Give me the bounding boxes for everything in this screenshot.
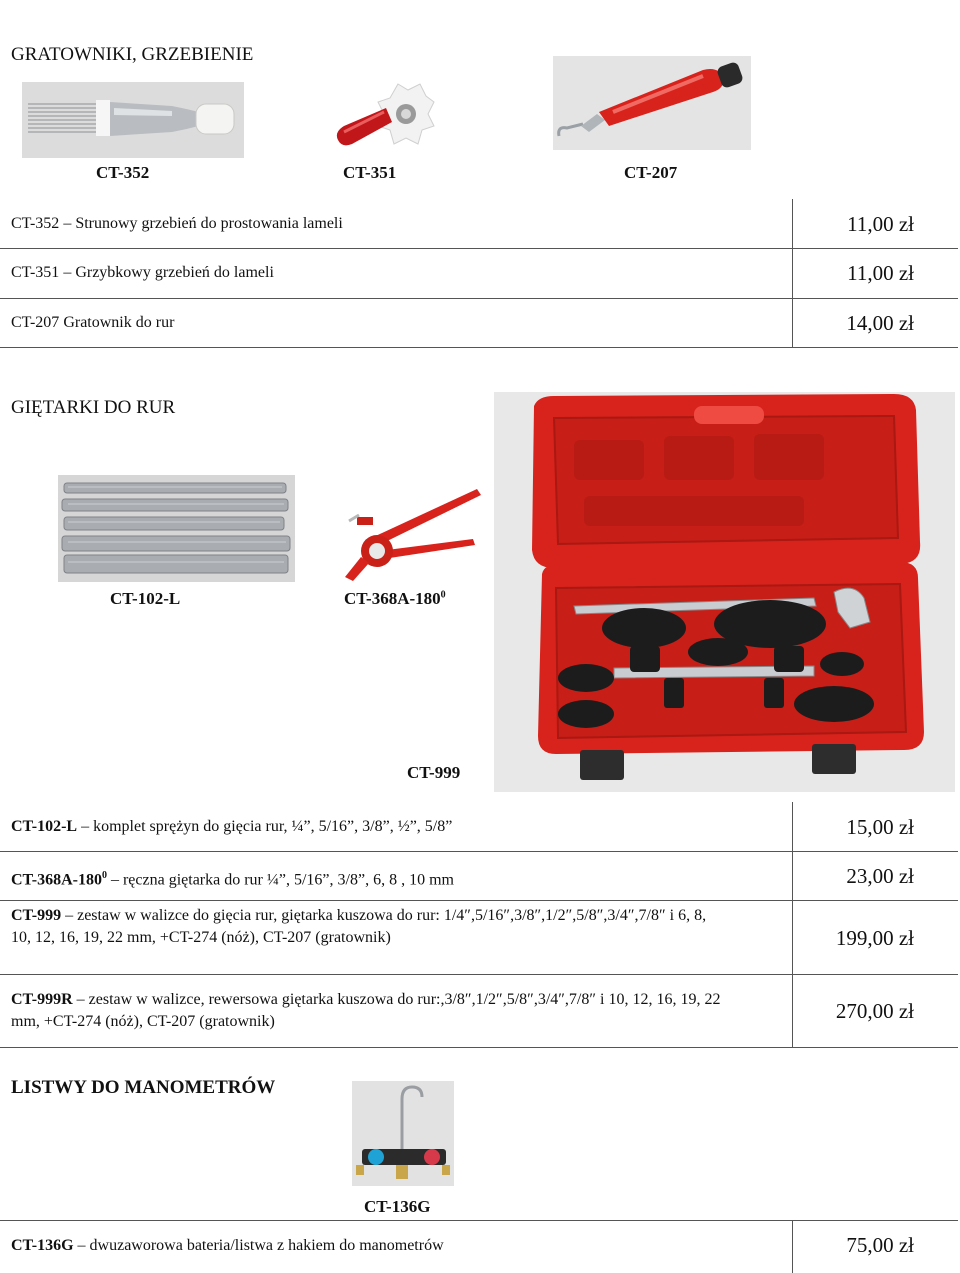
table-row: [11, 213, 343, 235]
product-description: – Grzybkowy grzebień do lameli: [59, 264, 274, 281]
product-price: 15,00 zł: [846, 815, 914, 839]
table-row: [11, 989, 741, 1033]
section-title-benders: GIĘTARKI DO RUR: [11, 397, 176, 418]
table-row: [11, 816, 452, 838]
product-code: CT-102-L: [11, 818, 78, 835]
caption-ct-136g: CT-136G: [364, 1197, 431, 1216]
product-price: 270,00 zł: [835, 999, 914, 1023]
product-code: CT-999: [11, 907, 62, 924]
price-column-divider: [792, 802, 793, 1048]
price-column-divider: [792, 1220, 793, 1273]
product-price: 11,00 zł: [847, 261, 914, 285]
caption-ct-352: CT-352: [96, 163, 150, 182]
table-row: [11, 905, 711, 949]
product-code: CT-999R: [11, 991, 73, 1008]
product-description: Gratownik do rur: [59, 314, 175, 331]
table-row: [11, 262, 274, 284]
caption-ct-351: CT-351: [343, 163, 397, 182]
row-divider: [0, 248, 958, 249]
product-price: 23,00 zł: [846, 864, 914, 888]
product-code: CT-351: [11, 264, 60, 281]
product-code: CT-136G: [11, 1237, 74, 1254]
caption-ct-102-l: CT-102-L: [110, 589, 181, 608]
table-bottom-border: [0, 347, 958, 348]
section-title-manifolds: LISTWY DO MANOMETRÓW: [11, 1077, 276, 1098]
product-price: 199,00 zł: [835, 926, 914, 950]
caption-ct-207: CT-207: [624, 163, 678, 182]
lever-bender-photo: [339, 481, 485, 581]
caption-ct-999: CT-999: [407, 763, 461, 782]
product-price: 75,00 zł: [846, 1233, 914, 1257]
product-description: – ręczna giętarka do rur ¼”, 5/16”, 3/8”, 6, 8 , 10 mm: [106, 871, 454, 889]
section-title-deburrers: GRATOWNIKI, GRZEBIENIE: [11, 44, 254, 65]
product-description: – dwuzaworowa bateria/listwa z hakiem do manometrów: [73, 1237, 444, 1254]
product-description: – Strunowy grzebień do prostowania lameli: [59, 215, 343, 232]
product-price: 11,00 zł: [847, 212, 914, 236]
caption-ct-368a: $CT-368A-180^0$: [344, 589, 446, 608]
product-description: – komplet sprężyn do gięcia rur, ¼”, 5/16”, 3/8”, ½”, 5/8”: [77, 818, 453, 835]
product-code: CT-368A-180: [11, 871, 102, 889]
table-bottom-border: [0, 1047, 958, 1048]
bending-kit-case-photo: [494, 392, 955, 792]
product-description: – zestaw w walizce do gięcia rur, giętarka kuszowa do rur: 1/4″,5/16″,3/8″,1/2″,5/8″,3/4″,7/8″ i 6, 8, 10, 12, 16, 19, 22 mm, +CT-274 (nóż), CT-207 (gratownik): [11, 907, 707, 946]
mushroom-comb-photo: [330, 78, 436, 154]
row-divider: [0, 974, 958, 975]
spring-bender-photo: [58, 475, 295, 582]
price-column-divider: [792, 199, 793, 348]
product-price: 14,00 zł: [846, 311, 914, 335]
table-row: [11, 1235, 444, 1257]
deburring-tool-photo: [553, 56, 751, 150]
product-code: CT-352: [11, 215, 60, 232]
row-divider: [0, 900, 958, 901]
table-row: [11, 312, 174, 334]
product-code: CT-207: [11, 314, 60, 331]
table-row: $CT-368A-180^0$ – ręczna giętarka do rur ¼”, 5/16”, 3/8”, 6, 8 , 10 mm: [11, 870, 454, 889]
table-top-border: [0, 1220, 958, 1221]
product-description: – zestaw w walizce, rewersowa giętarka kuszowa do rur:,3/8″,1/2″,5/8″,3/4″,7/8″ i 10, 12, 16, 19, 22 mm, +CT-274 (nóż), CT-207 (gratownik): [11, 991, 721, 1030]
manifold-bar-photo: [352, 1081, 454, 1186]
row-divider: [0, 851, 958, 852]
fin-comb-photo: [22, 82, 244, 158]
row-divider: [0, 298, 958, 299]
